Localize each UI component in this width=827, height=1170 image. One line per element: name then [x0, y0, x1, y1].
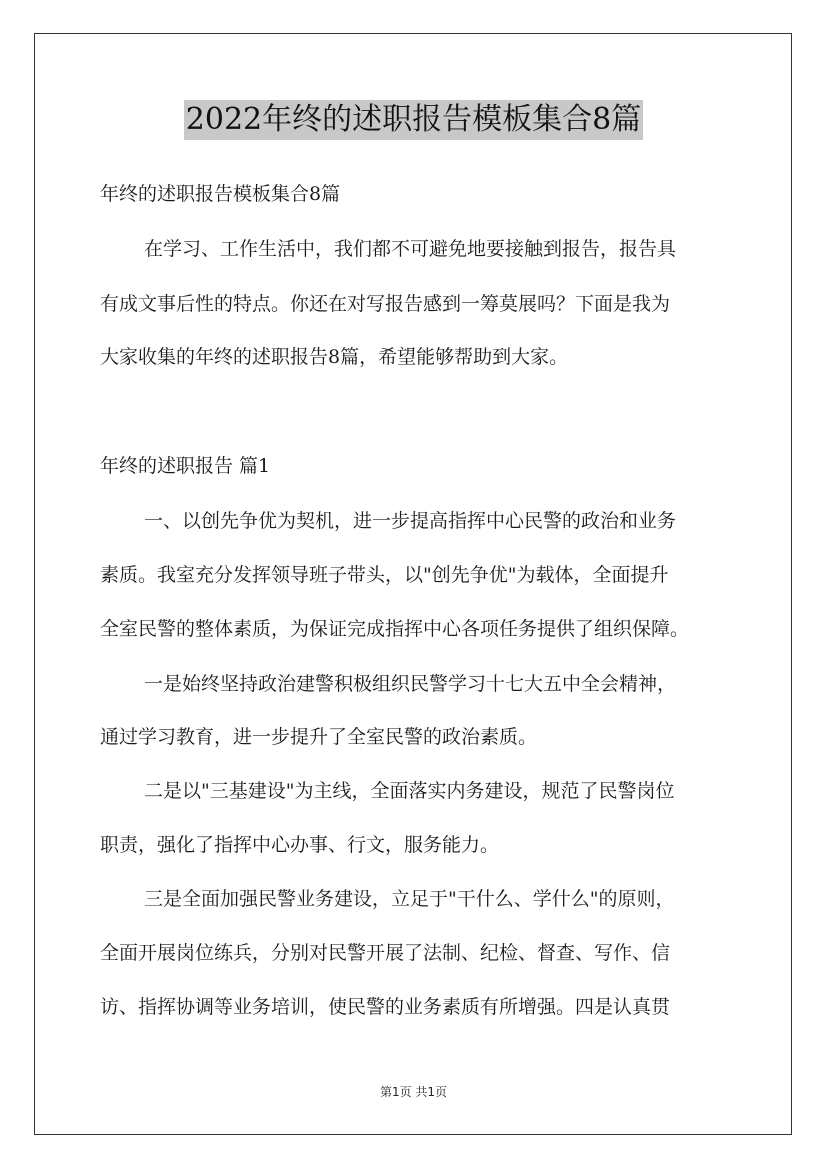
title-container — [0, 100, 827, 140]
body-line: 通过学习教育，进一步提升了全室民警的政治素质。 — [100, 726, 538, 748]
body-line: 一、以创先争优为契机，进一步提高指挥中心民警的政治和业务 — [144, 510, 677, 532]
section-heading: 年终的述职报告 篇1 — [100, 455, 271, 477]
document-title: 2022年终的述职报告模板集合8篇 — [184, 100, 643, 140]
intro-line: 有成文事后性的特点。你还在对写报告感到一筹莫展吗？下面是我为 — [100, 293, 671, 315]
body-line: 二是以"三基建设"为主线，全面落实内务建设，规范了民警岗位 — [144, 780, 675, 802]
body-line: 一是始终坚持政治建警积极组织民警学习十七大五中全会精神， — [144, 673, 677, 695]
document-subtitle: 年终的述职报告模板集合8篇 — [100, 183, 341, 205]
body-line: 全室民警的整体素质，为保证完成指挥中心各项任务提供了组织保障。 — [100, 618, 690, 640]
intro-line: 在学习、工作生活中，我们都不可避免地要接触到报告，报告具 — [144, 238, 677, 260]
body-line: 职责，强化了指挥中心办事、行文，服务能力。 — [100, 834, 500, 856]
body-line: 素质。我室充分发挥领导班子带头，以"创先争优"为载体，全面提升 — [100, 564, 669, 586]
body-line: 访、指挥协调等业务培训，使民警的业务素质有所增强。四是认真贯 — [100, 996, 671, 1018]
body-line: 三是全面加强民警业务建设，立足于"干什么、学什么"的原则， — [144, 888, 675, 910]
body-line: 全面开展岗位练兵，分别对民警开展了法制、纪检、督查、写作、信 — [100, 942, 671, 964]
page-footer: 第1页 共1页 — [379, 1085, 448, 1099]
intro-line: 大家收集的年终的述职报告8篇，希望能够帮助到大家。 — [100, 346, 569, 368]
